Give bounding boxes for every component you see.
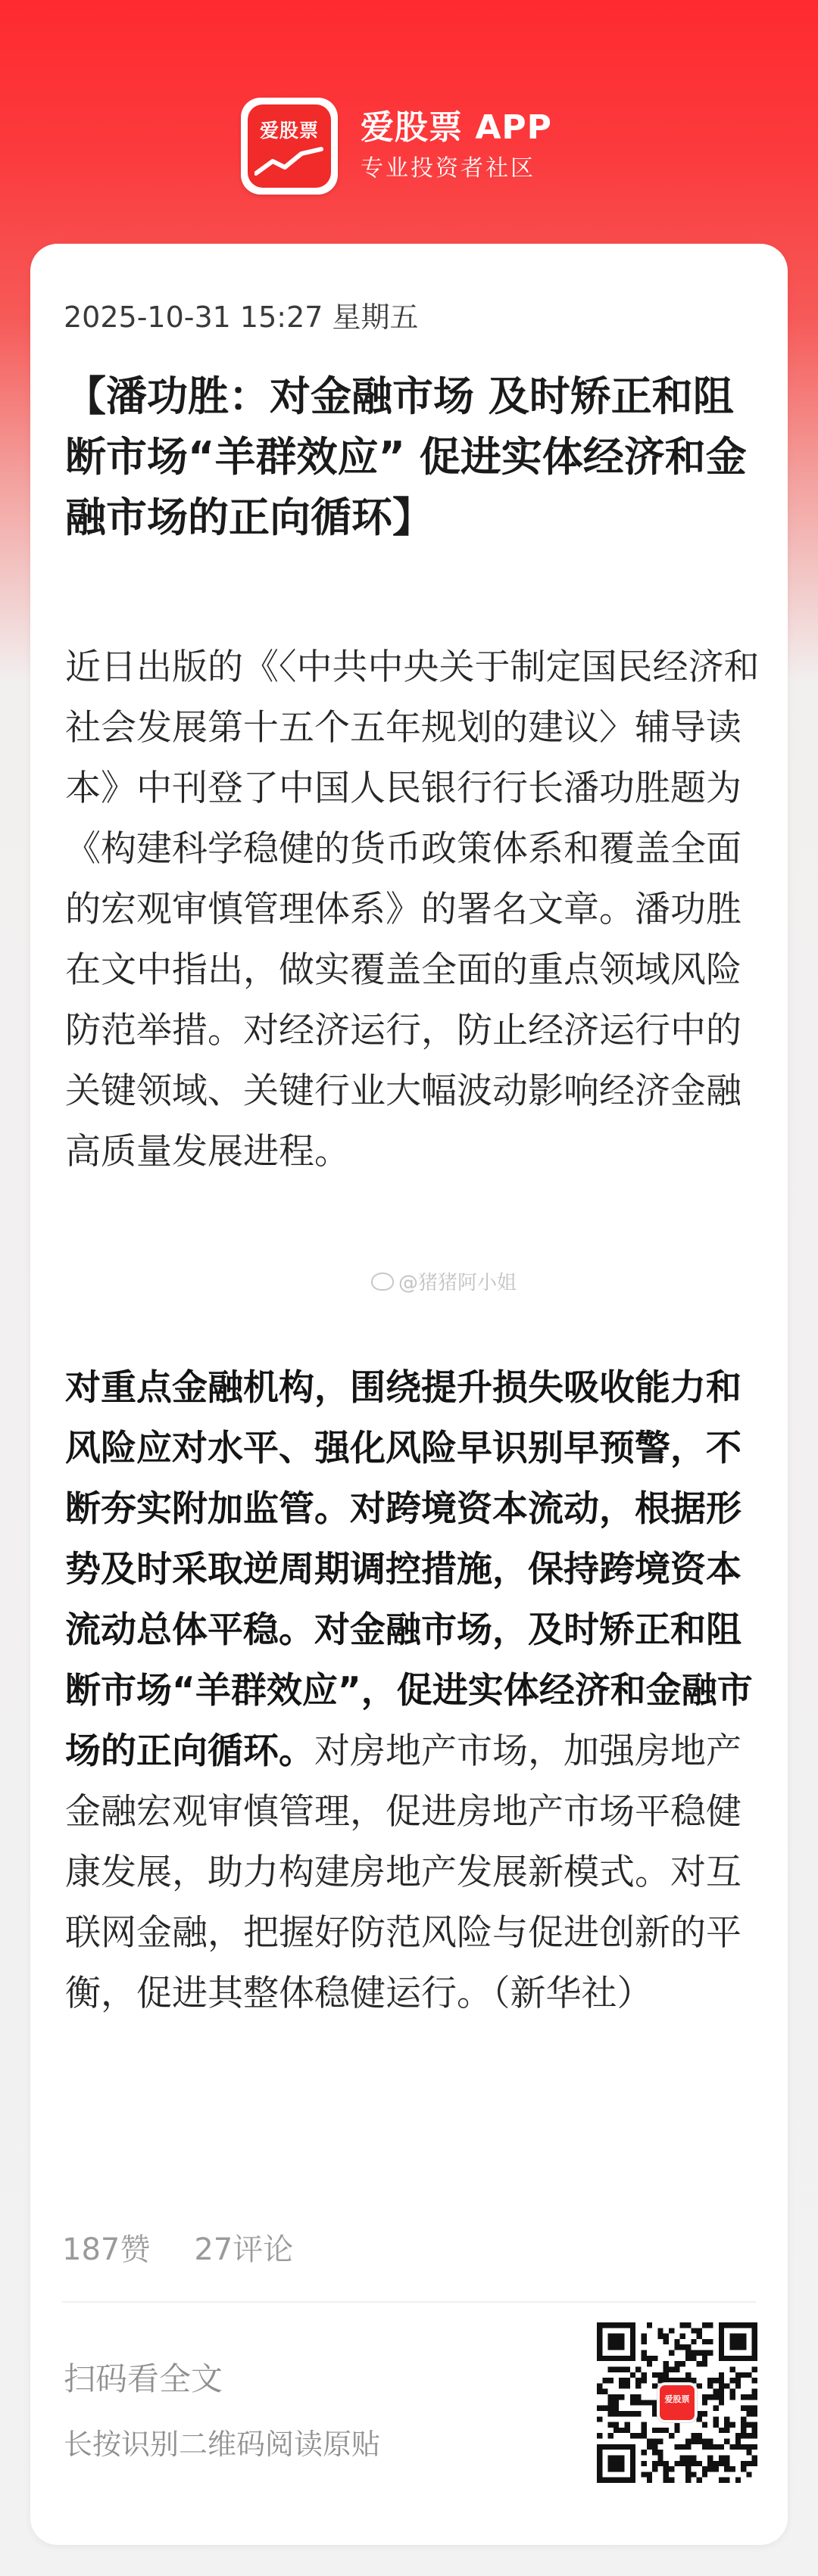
logo-text: 爱股票 [259,120,319,142]
post-title: 【潘功胜：对金融市场 及时矫正和阻断市场“羊群效应” 促进实体经济和金融市场的正向循环】 [65,372,747,541]
comments-count[interactable]: 27评论 [194,2232,294,2267]
weibo-icon [371,1272,394,1291]
post-datetime: 2025-10-31 15:27 星期五 [64,301,419,334]
post-paragraph-2-normal: 对房地产市场，加强房地产金融宏观审慎管理，促进房地产市场平稳健康发展，助力构建房地产发展新模式。对互联网金融，把握好防范风险与促进创新的平衡，促进其整体稳健运行。（新华社） [65,1730,742,2014]
qr-code-icon[interactable] [597,2322,757,2483]
app-slogan: 专业投资者社区 [361,155,535,182]
app-logo-icon [241,98,338,195]
post-card [30,244,788,2545]
likes-count[interactable]: 187赞 [62,2232,151,2267]
post-paragraph-1: 近日出版的《〈中共中央关于制定国民经济和社会发展第十五个五年规划的建议〉辅导读本》中刊登了中国人民银行行长潘功胜题为《构建科学稳健的货币政策体系和覆盖全面的宏观审慎管理体系》的署名文章。潘功胜在文中指出，做实覆盖全面的重点领域风险防范举措。对经济运行，防止经济运行中的关键领域、关键行业大幅波动影响经济金融高质量发展进程。 [65,646,760,1173]
watermark-text: @猪猪阿小姐 [398,1272,517,1294]
app-titles [361,107,552,185]
post-paragraph-2 [65,1358,762,2024]
watermark [371,1267,517,1295]
app-header [241,97,552,195]
scan-title: 扫码看全文 [64,2360,223,2397]
post-paragraph-2-bold: 对重点金融机构，围绕提升损失吸收能力和风险应对水平、强化风险早识别早预警，不断夯实附加监管。对跨境资本流动，根据形势及时采取逆周期调控措施，保持跨境资本流动总体平稳。对金融市场，及时矫正和阻断市场“羊群效应”，促进实体经济和金融市场的正向循环。 [65,1367,753,1772]
app-name: 爱股票 APP [361,108,552,147]
divider [62,2301,756,2303]
post-stats [62,2226,293,2269]
qr-badge-text: 爱股票 [664,2394,690,2404]
qr-badge-icon [657,2383,697,2422]
scan-subtitle: 长按识别二维码阅读原贴 [64,2428,381,2461]
